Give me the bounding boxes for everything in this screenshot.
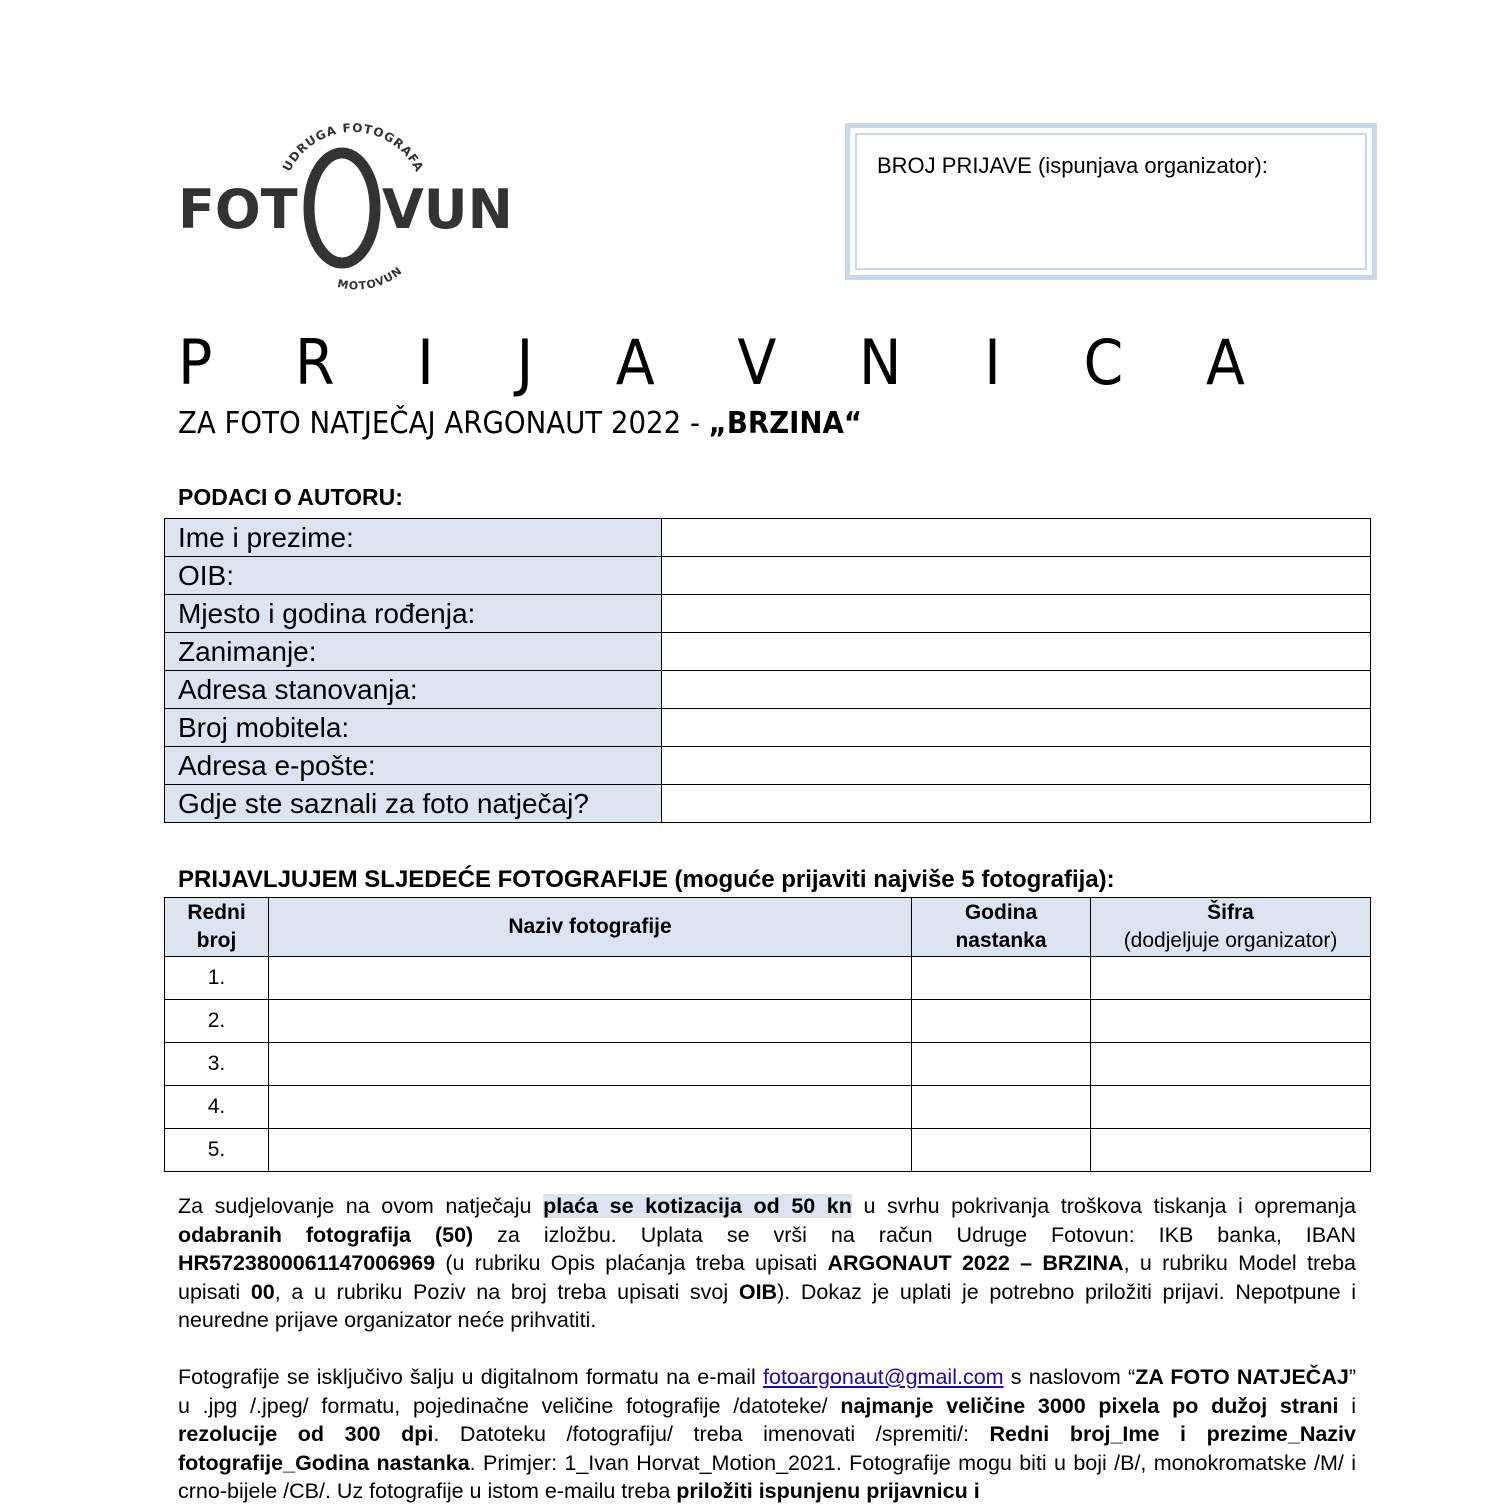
photo-year-cell[interactable] [912, 1086, 1091, 1129]
table-row [165, 519, 1371, 557]
submission-text: ” u .jpg /.jpeg/ formatu, pojedinačne veličine fotografije /datoteke/ [178, 1365, 1356, 1418]
photo-code-cell[interactable] [1091, 1000, 1371, 1043]
photos-section-heading: PRIJAVLJUJEM SLJEDEĆE FOTOGRAFIJE (moguće prijaviti najviše 5 fotografija): [178, 866, 1115, 893]
field-label-occupation: Zanimanje: [165, 633, 662, 671]
submission-bold: priložiti ispunjenu prijavnicu i [676, 1479, 980, 1503]
email-link[interactable]: fotoargonaut@gmail.com [763, 1365, 1004, 1389]
table-row [165, 633, 1371, 671]
fee-highlight: plaća se kotizacija od 50 kn [543, 1194, 852, 1218]
field-input-source[interactable] [662, 785, 1371, 823]
table-row [165, 1043, 1371, 1086]
photo-year-cell[interactable] [912, 1000, 1091, 1043]
table-row [165, 709, 1371, 747]
submission-text: . Primjer: 1_Ivan Horvat_Motion_2021. Fotografije mogu biti u boji /B/, monokromatske /M/ i crno-bijele /CB/. Uz fotografije u istom e-mailu treba [178, 1450, 1356, 1503]
field-label-source: Gdje ste saznali za foto natječaj? [165, 785, 662, 823]
photo-year-cell[interactable] [912, 1129, 1091, 1172]
row-number: 1. [165, 957, 269, 1000]
field-input-occupation[interactable] [662, 633, 1371, 671]
table-row [165, 595, 1371, 633]
fee-text: , u rubriku Model treba upisati [178, 1251, 1356, 1304]
logo-top-arc: UDRUGA FOTOGRAFA [279, 120, 427, 175]
photo-name-cell[interactable] [269, 1129, 912, 1172]
subtitle-emphasis: „BRZINA“ [708, 406, 862, 441]
fee-bold: OIB [738, 1279, 778, 1304]
field-input-birth[interactable] [662, 595, 1371, 633]
row-number: 5. [165, 1129, 269, 1172]
application-number-inner [855, 133, 1367, 270]
field-label-email: Adresa e-pošte: [165, 747, 662, 785]
application-number-box [845, 123, 1377, 280]
submission-text: Fotografije se isključivo šalju u digitalnom formatu na e-mail [178, 1365, 764, 1389]
form-title: P R I J A V N I C A [178, 326, 1278, 399]
photo-year-cell[interactable] [912, 1043, 1091, 1086]
field-input-oib[interactable] [662, 557, 1371, 595]
table-row [165, 671, 1371, 709]
submission-bold: rezolucije od 300 dpi [178, 1422, 434, 1446]
logo-word-left: FOT [178, 178, 298, 241]
fee-text: , a u rubriku Poziv na broj treba upisati svoj [274, 1279, 739, 1304]
fee-text: ). Dokaz je uplati je potrebno priložiti prijavi. Nepotpune i neuredne prijave organizator neće prihvatiti. [178, 1279, 1356, 1332]
file-naming-rule: Redni broj_Ime i prezime_Naziv fotografije_Godina nastanka [178, 1422, 1356, 1475]
submission-bold: ZA FOTO NATJEČAJ [1135, 1365, 1349, 1389]
table-row [165, 1000, 1371, 1043]
photo-code-cell[interactable] [1091, 1043, 1371, 1086]
table-row [165, 1129, 1371, 1172]
photo-name-cell[interactable] [269, 1043, 912, 1086]
svg-text:MOTOVUN [336, 264, 405, 293]
header-photo-name: Naziv fotografije [269, 898, 912, 957]
field-input-name[interactable] [662, 519, 1371, 557]
table-row [165, 747, 1371, 785]
payment-model: 00 [250, 1279, 275, 1304]
payment-description: ARGONAUT 2022 – BRZINA [827, 1251, 1124, 1275]
submission-text: i [1338, 1393, 1356, 1418]
iban: HR5723800061147006969 [178, 1251, 436, 1275]
fee-bold: odabranih fotografija (50) [178, 1222, 474, 1247]
application-number-label: BROJ PRIJAVE [877, 153, 1032, 178]
photo-code-cell[interactable] [1091, 957, 1371, 1000]
field-label-oib: OIB: [165, 557, 662, 595]
header-number-line2: broj [196, 929, 237, 952]
subtitle-text: ZA FOTO NATJEČAJ ARGONAUT 2022 - [178, 406, 709, 441]
logo-bottom-arc: MOTOVUN [336, 264, 405, 293]
photo-code-cell[interactable] [1091, 1086, 1371, 1129]
submission-paragraph [178, 1363, 1356, 1506]
row-number: 3. [165, 1043, 269, 1086]
row-number: 4. [165, 1086, 269, 1129]
header-code [1091, 898, 1371, 957]
fee-paragraph [178, 1192, 1356, 1335]
row-number: 2. [165, 1000, 269, 1043]
application-number-note: (ispunjava organizator): [1037, 153, 1268, 178]
table-row [165, 557, 1371, 595]
author-table [164, 518, 1371, 823]
photo-year-cell[interactable] [912, 957, 1091, 1000]
header-number [165, 898, 269, 957]
photos-table [164, 897, 1371, 1172]
field-input-mobile[interactable] [662, 709, 1371, 747]
fee-text: za izložbu. Uplata se vrši na račun Udruge Fotovun: IKB banka, IBAN [473, 1222, 1356, 1247]
logo-word-right: VUN [382, 178, 513, 241]
table-row [165, 785, 1371, 823]
header-number-line1: Redni [187, 901, 246, 924]
field-label-name: Ime i prezime: [165, 519, 662, 557]
photo-name-cell[interactable] [269, 957, 912, 1000]
submission-bold: najmanje veličine 3000 pixela po dužoj strani [840, 1393, 1339, 1418]
fee-text: (u rubriku Opis plaćanja treba upisati [435, 1251, 828, 1275]
logo-lens-ring [309, 153, 375, 263]
fee-text: u svrhu pokrivanja troškova tiskanja i opremanja [851, 1194, 1356, 1218]
fee-text: Za sudjelovanje na ovom natječaju [178, 1194, 544, 1218]
field-label-birth: Mjesto i godina rođenja: [165, 595, 662, 633]
table-header-row [165, 898, 1371, 957]
photo-name-cell[interactable] [269, 1000, 912, 1043]
header-year-line2: nastanka [955, 929, 1047, 952]
submission-text: . Datoteku /fotografiju/ treba imenovati /spremiti/: [433, 1422, 990, 1446]
field-input-address[interactable] [662, 671, 1371, 709]
header-year [912, 898, 1091, 957]
field-input-email[interactable] [662, 747, 1371, 785]
table-row [165, 1086, 1371, 1129]
header-year-line1: Godina [964, 901, 1038, 924]
header-code-line1: Šifra [1207, 901, 1254, 924]
form-subtitle [178, 406, 862, 441]
fotovun-logo [170, 118, 540, 298]
author-section-heading: PODACI O AUTORU: [178, 484, 403, 510]
field-label-mobile: Broj mobitela: [165, 709, 662, 747]
table-row [165, 957, 1371, 1000]
svg-text:UDRUGA FOTOGRAFA [280, 121, 427, 175]
submission-text: s naslovom “ [1003, 1365, 1136, 1389]
header-code-line2: (dodjeljuje organizator) [1123, 929, 1338, 952]
photo-name-cell[interactable] [269, 1086, 912, 1129]
photo-code-cell[interactable] [1091, 1129, 1371, 1172]
field-label-address: Adresa stanovanja: [165, 671, 662, 709]
